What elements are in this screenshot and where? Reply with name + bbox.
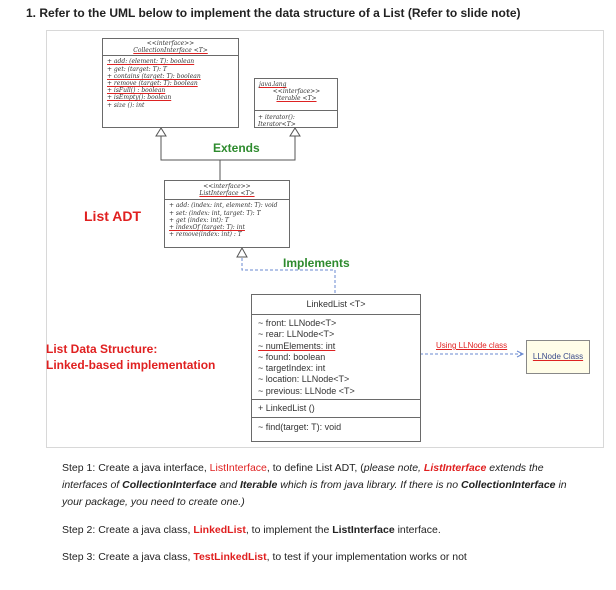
- linked-list-attribute: ~ targetIndex: int: [258, 363, 326, 374]
- step-3-part: TestLinkedList: [193, 551, 267, 563]
- list-method: + get (index: int): T: [169, 216, 229, 224]
- linked-list-attribute: ~ previous: LLNode <T>: [258, 385, 355, 396]
- step-3-part: Step 3: Create a java class,: [62, 551, 194, 563]
- step-1-part: extends the interfaces of: [62, 462, 544, 491]
- iterable-package: java.lang: [259, 81, 287, 88]
- collection-method: + isEmpty(): boolean: [107, 94, 172, 102]
- linked-list-constructor: + LinkedList (): [258, 403, 315, 414]
- collection-method: + size (): int: [107, 101, 145, 109]
- list-adt-label: List ADT: [84, 208, 142, 224]
- step-1-part: Iterable: [240, 479, 278, 491]
- linked-list-method: ~ find(target: T): void: [258, 422, 342, 433]
- step-1-part: ListInterface: [423, 462, 487, 474]
- collection-method: + add: (element: T): boolean: [107, 58, 195, 66]
- step-2: [62, 522, 582, 539]
- collection-name: CollectionInterface <T>: [133, 47, 208, 55]
- iterable-stereotype: <<interface>>: [272, 88, 321, 96]
- step-2-part: ListInterface: [332, 524, 395, 536]
- collection-method: + isFull() : boolean: [107, 87, 166, 95]
- step-1-part: please note,: [363, 462, 424, 474]
- step-1-part: and: [216, 479, 241, 491]
- linked-list-name: LinkedList <T>: [306, 299, 366, 309]
- list-interface-box: [164, 180, 290, 248]
- linked-list-attribute: ~ rear: LLNode<T>: [258, 329, 335, 340]
- list-stereotype: <<interface>>: [203, 183, 251, 190]
- data-structure-label-line: Linked-based implementation: [46, 358, 216, 372]
- data-structure-label: [46, 341, 215, 373]
- step-1-part: in your package, you need to create one.): [62, 479, 567, 508]
- collection-interface-box: [102, 38, 239, 128]
- iterable-name: Iterable <T>: [276, 95, 317, 103]
- collection-stereotype: <<interface>>: [146, 40, 195, 47]
- linked-list-box: [251, 294, 421, 442]
- collection-method: + remove (target: T): boolean: [107, 80, 198, 88]
- step-1-part: CollectionInterface: [461, 479, 556, 491]
- step-2-part: LinkedList: [193, 524, 246, 536]
- step-1: [62, 460, 582, 511]
- collection-method: + get: (target: T): T: [107, 65, 167, 73]
- step-3: [62, 549, 582, 566]
- collection-method: + contains (target: T): boolean: [107, 72, 201, 80]
- data-structure-label-line: List Data Structure:: [46, 342, 158, 356]
- extends-arrowhead-collection: [156, 128, 166, 136]
- step-2-part: , to implement the: [245, 524, 333, 536]
- linked-list-attribute: ~ front: LLNode<T>: [258, 318, 337, 328]
- list-method: + indexOf (target: T): int: [169, 224, 245, 232]
- step-2-part: Step 2: Create a java class,: [62, 524, 194, 536]
- implements-arrowhead: [237, 248, 247, 257]
- linked-list-attribute: ~ location: LLNode<T>: [258, 374, 350, 385]
- linked-list-attribute: ~ numElements: int: [258, 340, 336, 351]
- implements-label: Implements: [283, 256, 350, 270]
- step-2-part: interface.: [394, 524, 441, 536]
- step-1-part: Step 1: Create a java interface,: [62, 462, 210, 474]
- list-method: + set: (index: int, target: T): T: [169, 209, 261, 217]
- list-method: + remove(index: int) : T: [169, 231, 242, 239]
- llnode-class-label: LLNode Class: [532, 352, 584, 361]
- list-method: + add: (index: int, element: T): void: [169, 202, 278, 210]
- list-name: ListInterface <T>: [199, 190, 255, 198]
- extends-label: Extends: [213, 141, 260, 155]
- iterable-box: [254, 78, 338, 128]
- llnode-class-box: [526, 340, 590, 374]
- step-1-part: ListInterface: [209, 462, 267, 474]
- using-label: Using LLNode class: [436, 341, 508, 350]
- question-heading: 1. Refer to the UML below to implement the data structure of a List (Refer to slide note): [26, 6, 521, 20]
- step-3-part: , to test if your implementation works or not: [266, 551, 467, 563]
- step-1-part: CollectionInterface: [122, 479, 217, 491]
- step-1-part: which is from java library. If there is no: [277, 479, 461, 491]
- iterable-method: + iterator(): Iterator<T>: [258, 114, 296, 129]
- linked-list-attribute: ~ found: boolean: [258, 351, 326, 362]
- step-1-part: , to define List ADT, (: [266, 462, 364, 474]
